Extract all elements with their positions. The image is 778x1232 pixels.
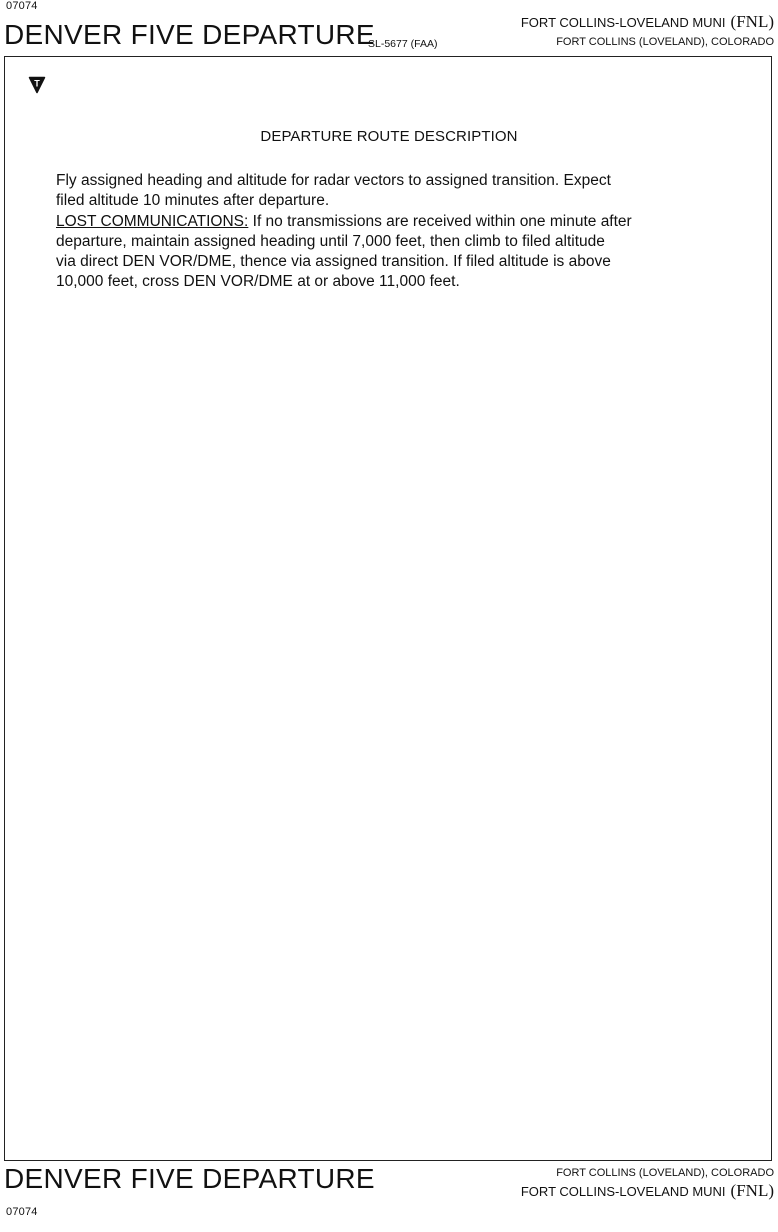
header-procedure-title: DENVER FIVE DEPARTURE [4, 19, 375, 50]
lost-comm-line: 10,000 feet, cross DEN VOR/DME at or above 11,000 feet. [56, 273, 460, 291]
footer-cycle: 07074 [6, 1206, 38, 1218]
footer-airport-ident: (FNL) [730, 1181, 774, 1200]
header-airport-ident: (FNL) [730, 12, 774, 31]
route-line: filed altitude 10 minutes after departure. [56, 192, 330, 210]
footer-airport-city: FORT COLLINS (LOVELAND), COLORADO [556, 1167, 774, 1179]
route-line: Fly assigned heading and altitude for radar vectors to assigned transition. Expect [56, 172, 611, 189]
footer-procedure-title: DENVER FIVE DEPARTURE [4, 1163, 375, 1194]
footer-airport-name: FORT COLLINS-LOVELAND MUNI [520, 1184, 726, 1199]
route-description [56, 171, 746, 293]
lost-comm-line: departure, maintain assigned heading until 7,000 feet, then climb to filed altitude [56, 232, 605, 250]
lost-comm-first-line [56, 212, 746, 232]
header-airport-line [521, 12, 774, 32]
takeoff-minimums-notice-icon [28, 76, 46, 94]
lost-comm-line: via direct DEN VOR/DME, thence via assigned transition. If filed altitude is above [56, 253, 611, 271]
svg-text:T: T [34, 78, 40, 89]
section-heading: DEPARTURE ROUTE DESCRIPTION [260, 128, 518, 145]
header-airport-city: FORT COLLINS (LOVELAND), COLORADO [556, 36, 774, 48]
footer-airport-line [521, 1181, 774, 1201]
header-airport-name: FORT COLLINS-LOVELAND MUNI [520, 15, 726, 30]
lost-comm-text: If no transmissions are received within one minute after [248, 212, 632, 230]
header-chart-number: SL-5677 (FAA) [368, 38, 438, 50]
lost-comm-label: LOST COMMUNICATIONS: [56, 212, 249, 230]
header-cycle: 07074 [6, 0, 38, 12]
